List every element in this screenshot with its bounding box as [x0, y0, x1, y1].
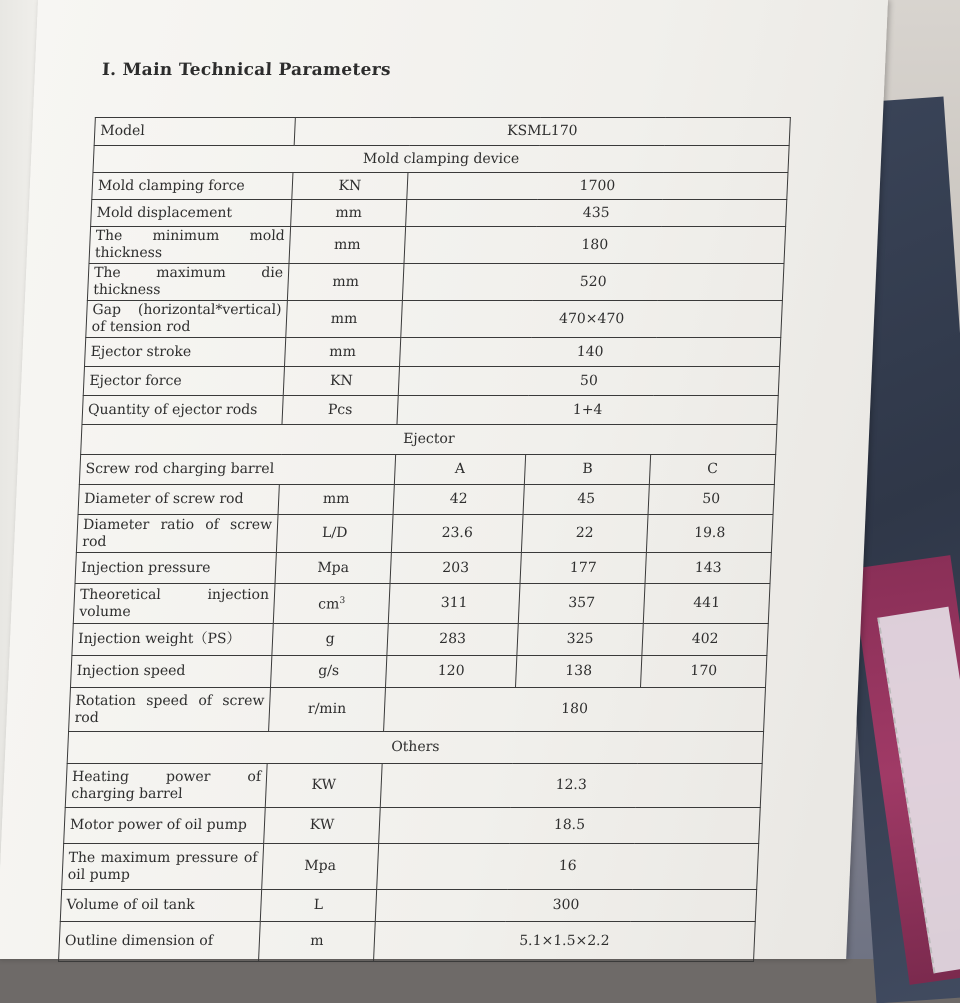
table-row — [91, 200, 787, 227]
table-row — [86, 301, 783, 338]
param-unit: Pcs — [282, 396, 398, 425]
param-unit: KN — [283, 367, 399, 396]
param-unit: KN — [292, 173, 408, 200]
value-a: 23.6 — [391, 515, 523, 553]
param-unit: g/s — [270, 656, 386, 688]
value-a: 42 — [393, 485, 524, 515]
param-value: 140 — [399, 338, 780, 367]
column-a-header: A — [394, 455, 525, 485]
param-value: 1+4 — [397, 396, 778, 425]
unit-text: cm — [317, 596, 340, 613]
param-name: The maximum die thickness — [87, 264, 289, 301]
param-unit: L/D — [276, 515, 393, 553]
table-row — [76, 515, 773, 553]
param-value: 5.1×1.5×2.2 — [374, 922, 756, 962]
table-row — [59, 922, 756, 962]
param-unit: mm — [278, 485, 394, 515]
technical-parameters-table — [58, 117, 791, 962]
param-name: Rotation speed of screw rod — [69, 688, 271, 732]
param-unit: mm — [289, 227, 406, 264]
param-name: Volume of oil tank — [60, 890, 261, 922]
param-unit: g — [272, 624, 388, 656]
param-value: 1700 — [407, 173, 788, 200]
param-unit: r/min — [269, 688, 386, 732]
param-unit: mm — [284, 338, 400, 367]
column-b-header: B — [524, 455, 650, 485]
param-name: The minimum mold thickness — [89, 227, 291, 264]
value-b: 45 — [523, 485, 649, 515]
param-value: 520 — [402, 264, 784, 301]
param-name: Gap (horizontal*vertical) of tension rod — [86, 301, 288, 338]
table-row — [75, 553, 771, 584]
value-b: 138 — [515, 656, 641, 688]
table-row — [62, 844, 759, 890]
injection-header-row — [79, 455, 775, 485]
value-a: 120 — [385, 656, 516, 688]
param-unit: mm — [287, 264, 404, 301]
value-b: 357 — [518, 584, 645, 624]
value-c: 143 — [645, 553, 771, 584]
section-header-clamping: Mold clamping device — [93, 146, 789, 173]
value-b: 325 — [517, 624, 643, 656]
param-name: Injection pressure — [75, 553, 276, 584]
table-row — [82, 396, 778, 425]
page-title: I. Main Technical Parameters — [101, 60, 392, 80]
section-header-ejector: Ejector — [81, 425, 777, 455]
table-row — [89, 227, 786, 264]
table-row — [87, 264, 784, 301]
param-value: 16 — [377, 844, 759, 890]
value-b: 22 — [521, 515, 648, 553]
param-name: Diameter of screw rod — [78, 485, 279, 515]
param-name: Injection speed — [70, 656, 271, 688]
param-name: Diameter ratio of screw rod — [76, 515, 278, 553]
value-c: 402 — [642, 624, 768, 656]
param-unit: KW — [265, 764, 382, 808]
param-unit: mm — [291, 200, 407, 227]
model-value: KSML170 — [294, 118, 790, 146]
param-value: 435 — [406, 200, 787, 227]
param-value: 470×470 — [401, 301, 783, 338]
param-name: Outline dimension of — [59, 922, 261, 962]
param-name: Theoretical injection volume — [73, 584, 275, 624]
table-row — [84, 338, 780, 367]
param-value: 50 — [398, 367, 779, 396]
param-name: Injection weight（PS） — [72, 624, 273, 656]
value-a: 283 — [387, 624, 518, 656]
param-unit: Mpa — [275, 553, 391, 584]
value-c: 19.8 — [646, 515, 773, 553]
screw-barrel-label: Screw rod charging barrel — [79, 455, 395, 485]
table-row — [78, 485, 774, 515]
value-a: 203 — [390, 553, 521, 584]
value-c: 50 — [648, 485, 774, 515]
unit-superscript: 3 — [339, 596, 346, 607]
table-row — [72, 624, 768, 656]
table-row — [64, 808, 761, 844]
model-label: Model — [94, 118, 295, 146]
value-a: 311 — [388, 584, 520, 624]
table-row — [83, 367, 779, 396]
table-row — [69, 688, 766, 732]
param-unit: mm — [286, 301, 403, 338]
table-row — [60, 890, 756, 922]
model-row — [94, 118, 790, 146]
value-b: 177 — [520, 553, 646, 584]
value-c: 170 — [640, 656, 766, 688]
param-unit: KW — [264, 808, 381, 844]
param-name: Ejector force — [83, 367, 284, 396]
param-value: 180 — [404, 227, 786, 264]
table-row — [70, 656, 766, 688]
param-name: Quantity of ejector rods — [82, 396, 283, 425]
section-header-others: Others — [67, 732, 763, 764]
param-name: Heating power of charging barrel — [65, 764, 267, 808]
param-name: Mold displacement — [91, 200, 292, 227]
param-value: 18.5 — [379, 808, 761, 844]
param-name: Motor power of oil pump — [64, 808, 266, 844]
param-value: 180 — [384, 688, 766, 732]
table-row — [65, 764, 762, 808]
param-name: Ejector stroke — [84, 338, 285, 367]
param-unit: Mpa — [262, 844, 379, 890]
param-unit — [273, 584, 390, 624]
value-c: 441 — [643, 584, 770, 624]
table-row — [73, 584, 770, 624]
table-row — [92, 173, 788, 200]
column-c-header: C — [649, 455, 775, 485]
param-name: The maximum pressure of oil pump — [62, 844, 264, 890]
param-unit: L — [260, 890, 376, 922]
param-value: 12.3 — [380, 764, 762, 808]
param-unit: m — [259, 922, 376, 962]
param-value: 300 — [375, 890, 756, 922]
param-name: Mold clamping force — [92, 173, 293, 200]
